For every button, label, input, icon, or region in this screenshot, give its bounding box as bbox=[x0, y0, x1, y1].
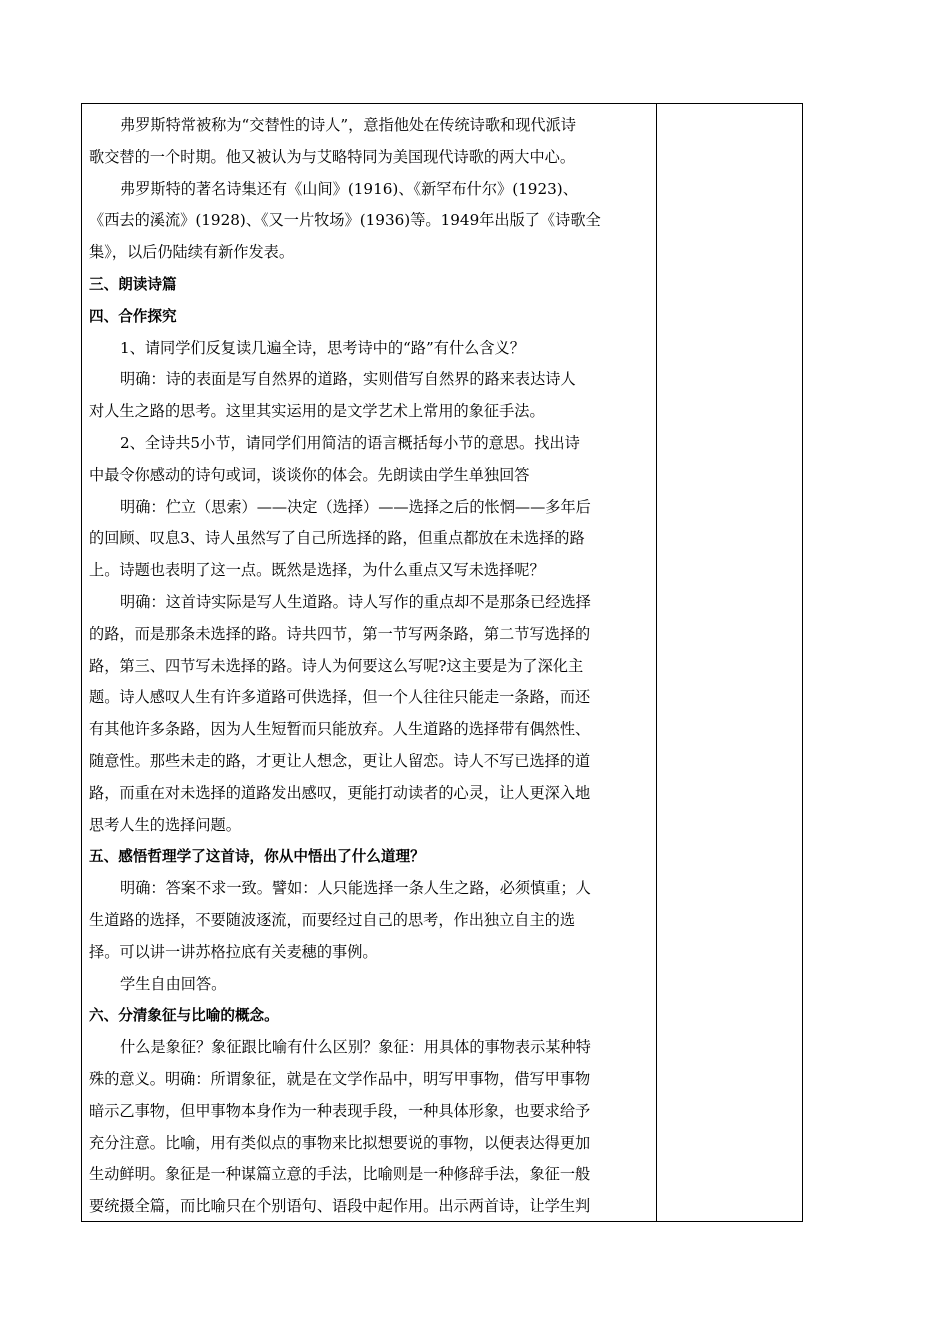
paragraph-line: 什么是象征？象征跟比喻有什么区别？象征：用具体的事物表示某种特 bbox=[120, 1038, 591, 1057]
content-cell bbox=[82, 104, 657, 1221]
paragraph-line: 明确：诗的表面是写自然界的道路，实则借写自然界的路来表达诗人 bbox=[120, 370, 576, 389]
paragraph-line: 的路，而是那条未选择的路。诗共四节，第一节写两条路，第二节写选择的 bbox=[89, 624, 591, 643]
paragraph-line: 对人生之路的思考。这里其实运用的是文学艺术上常用的象征手法。 bbox=[89, 402, 545, 421]
paragraph-line: 学生自由回答。 bbox=[120, 974, 227, 993]
paragraph-line: 思考人生的选择问题。 bbox=[89, 815, 241, 834]
notes-cell bbox=[657, 104, 802, 1221]
paragraph-line: 明确：答案不求一致。譬如：人只能选择一条人生之路，必须慎重；人 bbox=[120, 879, 591, 898]
paragraph-line: 暗示乙事物，但甲事物本身作为一种表现手段，一种具体形象，也要求给予 bbox=[89, 1101, 591, 1120]
paragraph-line: 集》，以后仍陆续有新作发表。 bbox=[89, 243, 295, 262]
paragraph-line: 路，而重在对未选择的道路发出感叹，更能打动读者的心灵，让人更深入地 bbox=[89, 783, 591, 802]
paragraph-line: 上。诗题也表明了这一点。既然是选择，为什么重点又写未选择呢？ bbox=[89, 561, 545, 580]
paragraph-line: 殊的意义。明确：所谓象征，就是在文学作品中，明写甲事物，借写甲事物 bbox=[89, 1069, 591, 1088]
paragraph-line: 明确：伫立（思索）——决定（选择）——选择之后的怅惘——多年后 bbox=[120, 497, 591, 516]
paragraph-line: 的回顾、叹息3、诗人虽然写了自己所选择的路，但重点都放在未选择的路 bbox=[89, 529, 585, 548]
paragraph-line: 路，第三、四节写未选择的路。诗人为何要这么写呢?这主要是为了深化主 bbox=[89, 656, 584, 675]
paragraph-line: 有其他许多条路，因为人生短暂而只能放弃。人生道路的选择带有偶然性、 bbox=[89, 720, 591, 739]
paragraph-line: 歌交替的一个时期。他又被认为与艾略特同为美国现代诗歌的两大中心。 bbox=[89, 147, 575, 166]
paragraph-line: 弗罗斯特常被称为“交替性的诗人”，意指他处在传统诗歌和现代派诗 bbox=[120, 116, 576, 134]
paragraph-line: 弗罗斯特的著名诗集还有《山间》(1916)、《新罕布什尔》(1923)、 bbox=[120, 179, 578, 198]
paragraph-line: 1、请同学们反复读几遍全诗，思考诗中的“路”有什么含义？ bbox=[120, 338, 525, 357]
paragraph-line: 中最令你感动的诗句或词，谈谈你的体会。先朗读由学生单独回答 bbox=[89, 465, 530, 484]
section-heading: 五、感悟哲理学了这首诗，你从中悟出了什么道理？ bbox=[89, 848, 425, 866]
paragraph-line: 随意性。那些未走的路，才更让人想念，更让人留恋。诗人不写已选择的道 bbox=[89, 751, 591, 770]
paragraph-line: 要统摄全篇，而比喻只在个别语句、语段中起作用。出示两首诗，让学生判 bbox=[89, 1197, 591, 1216]
paragraph-line: 《西去的溪流》(1928)、《又一片牧场》(1936)等。1949年出版了《诗歌全 bbox=[89, 211, 601, 230]
paragraph-line: 生道路的选择，不要随波逐流，而要经过自己的思考，作出独立自主的选 bbox=[89, 910, 575, 929]
section-heading: 三、朗读诗篇 bbox=[89, 275, 177, 293]
paragraph-line: 择。可以讲一讲苏格拉底有关麦穗的事例。 bbox=[89, 942, 378, 961]
paragraph-line: 明确：这首诗实际是写人生道路。诗人写作的重点却不是那条已经选择 bbox=[120, 592, 591, 611]
paragraph-line: 充分注意。比喻，用有类似点的事物来比拟想要说的事物，以便表达得更加 bbox=[89, 1133, 591, 1152]
paragraph-line: 题。诗人感叹人生有许多道路可供选择，但一个人往往只能走一条路，而还 bbox=[89, 688, 591, 707]
section-heading: 四、合作探究 bbox=[89, 307, 177, 325]
paragraph-line: 2、全诗共5小节，请同学们用简洁的语言概括每小节的意思。找出诗 bbox=[120, 433, 580, 452]
lesson-table bbox=[81, 103, 803, 1222]
section-heading: 六、分清象征与比喻的概念。 bbox=[89, 1007, 279, 1025]
paragraph-line: 生动鲜明。象征是一种谋篇立意的手法，比喻则是一种修辞手法，象征一般 bbox=[89, 1165, 591, 1184]
